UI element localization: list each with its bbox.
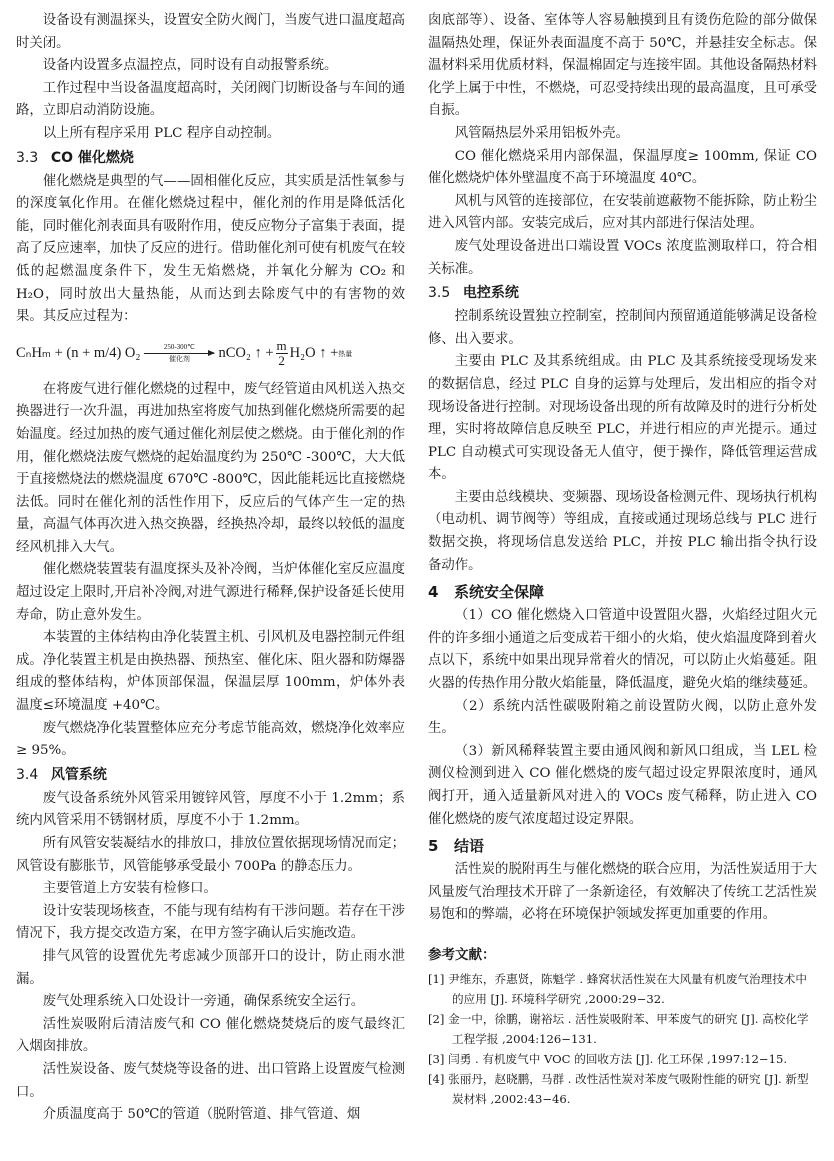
paragraph: 设备内设置多点温控点，同时设有自动报警系统。 [42,58,338,74]
section-title: 结语 [454,837,485,856]
section-number: 3.5 [428,285,451,302]
section-title: 系统安全保障 [454,583,545,602]
arrow-condition-bottom: 催化剂 [168,355,190,364]
reaction-equation [16,335,405,373]
paragraph: 控制系统设置独立控制室，控制间内预留通道能够满足设备检修、出入要求。 [428,309,817,347]
paragraph: 囱底部等）、设备、室体等人容易触摸到且有烫伤危险的部分做保温隔热处理，保证外表面温度不高于 50℃，并悬挂安全标志。保温材料采用优质材料，保温棉固定与连接牢固。其他设备隔热材料化学上属于中性，不燃烧，可忍受持续出现的最高温度，且可承受自振。 [428,13,817,119]
section-heading-3-5 [428,283,817,304]
paragraph: 活性炭的脱附再生与催化燃烧的联合应用，为活性炭适用于大风量废气治理技术开辟了一条新途径，有效解决了传统工艺活性炭易饱和的弊端，必将在环境保护领域发挥更加重要的作用。 [428,862,817,923]
paragraph: 排气风管的设置优先考虑减少顶部开口的设计，防止雨水泄漏。 [16,948,405,987]
paragraph: 所有风管安装凝结水的排放口，排放位置依据现场情况而定；风管设有膨胀节，风管能够承受最小 700Pa 的静态压力。 [16,836,405,874]
arrow-condition-top: 250-300℃ [163,343,196,352]
paragraph: 风管隔热层外采用铝板外壳。 [454,125,629,141]
equation-heat: 热量 [338,349,353,358]
paragraph: 活性炭吸附后清洁废气和 CO 催化燃烧焚烧后的废气最终汇入烟囱排放。 [16,1016,405,1055]
paragraph: 废气处理系统入口处设计一旁通，确保系统安全运行。 [42,994,365,1010]
paragraph: 以上所有程序采用 PLC 程序自动控制。 [42,125,281,141]
section-title: 风管系统 [50,766,107,783]
paragraph: 主要由 PLC 及其系统组成。由 PLC 及其系统接受现场发来的数据信息，经过 PLC 自身的运算与处理后，发出相应的指令对现场设备进行控制。对现场设备出现的所有故障及时的进行分析处理，实时将故障信息反映至 PLC，并进行相应的声光提示。通过 PLC 自动模式可实现设备无人值守，便于操作，降低管理运营成本。 [428,354,817,483]
equation-lhs: CₙHₘ + (n + m/4) O₂ [16,345,141,362]
paragraph: 主要管道上方安装有检修口。 [42,881,217,897]
section-heading-5 [428,835,817,857]
section-heading-3-3 [16,148,405,169]
paragraph: 废气设备系统外风管采用镀锌风管，厚度不小于 1.2mm；系统内风管采用不锈钢材质，厚度不小于 1.2mm。 [16,790,405,829]
paragraph: 催化燃烧装置装有温度探头及补冷阀，当炉体催化室反应温度超过设定上限时,开启补冷阀,对进气源进行稀释,保护设备延长使用寿命，防止意外发生。 [16,562,405,623]
paragraph: 设计安装现场核查，不能与现有结构有干涉问题。若存在干涉情况下，我方提交改造方案，在甲方签字确认后实施改造。 [16,903,405,942]
paragraph: 本装置的主体结构由净化装置主机、引风机及电器控制元件组成。净化装置主机是由换热器、预热室、催化床、阻火器和防爆器组成的整体结构，炉体顶部保温，保温层厚 100mm，炉体外表温度≤环境温度 +40℃。 [16,630,405,714]
paragraph: 在将废气进行催化燃烧的过程中，废气经管道由风机送入热交换器进行一次升温，再进加热室将废气加热到催化燃烧所需要的起始温度。经过加热的废气通过催化剂层使之燃烧。由于催化剂的作用，催化燃烧法废气燃烧的起始温度约为 250℃ -300℃，大大低于直接燃烧法的燃烧温度 670℃ -800℃，因此能耗远比直接燃烧法低。同时在催化剂的活性作用下，反应后的气体产生一定的热量，高温气体再次进入热交换器，经换热冷却，最终以较低的温度经风机排入大气。 [16,381,405,555]
fraction-denominator: 2 [278,353,285,369]
equation-fraction [276,339,288,368]
paragraph: （2）系统内活性碳吸附箱之前设置防火阀，以防止意外发生。 [428,698,817,737]
section-title: CO 催化燃烧 [50,149,134,166]
section-number: 3.3 [16,149,39,166]
paragraph: （1）CO 催化燃烧入口管道中设置阻火器，火焰经过阻火元件的许多细小通道之后变成若干细小的火焰，使火焰温度降到着火点以下，系统中如果出现异常着火的情况，可以防止火焰蔓延。阻火器的传热作用分散火焰能量，降低温度，避免火焰的继续蔓延。 [428,608,817,692]
references-title: 参考文献： [428,946,496,963]
equation-rhs-part1: nCO₂ ↑ + [218,345,274,362]
section-heading-4 [428,581,817,603]
left-column [16,10,405,1127]
section-heading-3-4 [16,765,405,786]
paragraph: 活性炭设备、废气焚烧等设备的进、出口管路上设置废气检测口。 [16,1061,405,1100]
paragraph: 催化燃烧是典型的气——固相催化反应，其实质是活性氧参与的深度氧化作用。在催化燃烧过程中，催化剂的作用是降低活化能，同时催化剂表面具有吸附作用，使反应物分子富集于表面，提高了反应速率，加快了反应的进行。借助催化剂可使有机废气在较低的起燃温度条件下，发生无焰燃烧，并氧化分解为 CO₂ 和 H₂O，同时放出大量热能，从而达到去除废气中的有害物的效果。其反应过程为： [16,173,405,325]
paragraph: 设备设有测温探头，设置安全防火阀门，当废气进口温度超高时关闭。 [16,13,405,51]
paragraph: 废气处理设备进出口端设置 VOCs 浓度监测取样口，符合相关标准。 [428,238,817,277]
reference-item: [2] 金一中，徐鹏，谢裕坛 . 活性炭吸附苯、甲苯废气的研究 [J]. 高校化学工程学报 ,2004:126−131. [428,1011,809,1046]
reference-item: [4] 张丽丹，赵晓鹏，马群 . 改性活性炭对苯废气吸附性能的研究 [J]. 新型炭材料 ,2002:43−46. [428,1071,809,1106]
section-number: 3.4 [16,766,39,783]
reference-item: [3] 闫勇 . 有机废气中 VOC 的回收方法 [J]. 化工环保 ,1997:12−15. [428,1051,788,1066]
equation-rhs-part2: H₂O ↑ + [289,345,339,362]
paragraph: 废气燃烧净化装置整体应充分考虑节能高效，燃烧净化效率应≥ 95%。 [16,720,405,759]
paragraph: 介质温度高于 50℃的管道（脱附管道、排气管道、烟 [42,1107,361,1123]
paragraph: CO 催化燃烧采用内部保温，保温厚度≥ 100mm, 保证 CO 催化燃烧炉体外壁温度不高于环境温度 40℃。 [428,148,817,187]
paragraph: 主要由总线模块、变频器、现场设备检测元件、现场执行机构（电动机、调节阀等）等组成，直接或通过现场总线与 PLC 进行数据交换，将现场信息发送给 PLC，并按 PLC 输出指令执行设备动作。 [428,489,817,573]
paragraph: 工作过程中当设备温度超高时，关闭阀门切断设备与车间的通路，立即启动消防设施。 [16,80,405,119]
reference-item: [1] 尹维东，乔惠贤，陈魁学 . 蜂窝状活性炭在大风量有机废气治理技术中的应用 [J]. 环境科学研究 ,2000:29−32. [428,971,807,1006]
reaction-arrow [144,343,214,364]
fraction-numerator: m [276,338,287,354]
section-number: 4 [428,583,439,602]
paragraph: （3）新风稀释装置主要由通风阀和新风口组成，当 LEL 检测仪检测到进入 CO 催化燃烧的废气超过设定界限浓度时，通风阀打开，通入适量新风对进入的 VOCs 废气稀释，防止进入 CO 催化燃烧的废气浓度超过设定界限。 [428,743,817,827]
right-column [428,10,817,1109]
section-title: 电控系统 [462,285,519,302]
section-number: 5 [428,837,439,856]
paragraph: 风机与风管的连接部位，在安装前遮蔽物不能拆除，防止粉尘进入风管内部。安装完成后，应对其内部进行保洁处理。 [428,193,817,232]
